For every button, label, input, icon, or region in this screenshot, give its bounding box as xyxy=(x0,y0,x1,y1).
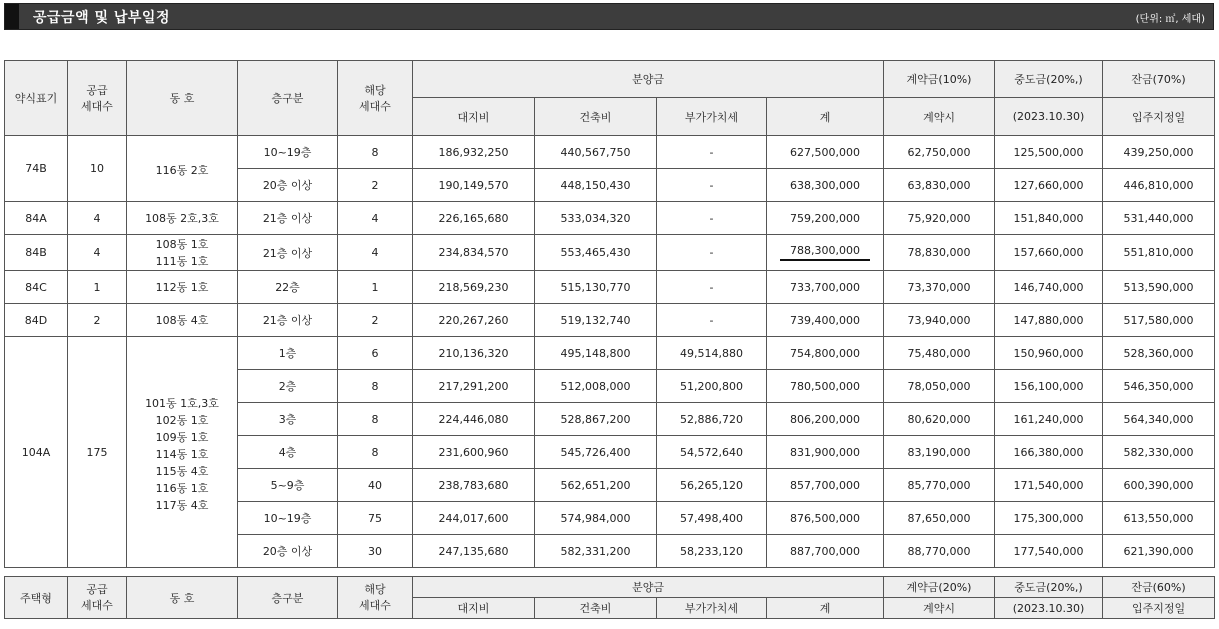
cell-land: 226,165,680 xyxy=(413,202,535,235)
cell-type: 84D xyxy=(5,304,68,337)
cell-supply-units: 175 xyxy=(68,337,127,568)
cell-units: 8 xyxy=(338,436,413,469)
cell-deposit: 85,770,000 xyxy=(884,469,995,502)
header-deposit-timing: 계약시 xyxy=(884,98,995,136)
header-applicable-units: 해당 세대수 xyxy=(338,577,413,619)
header-balance: 잔금(70%) xyxy=(1103,61,1215,98)
header-type: 주택형 xyxy=(5,577,68,619)
price-table xyxy=(4,60,1215,568)
header-dong-ho: 동 호 xyxy=(127,577,238,619)
title-accent xyxy=(5,4,19,29)
header-interim: 중도금(20%,) xyxy=(995,577,1103,598)
table-row xyxy=(5,235,1215,271)
cell-vat: - xyxy=(657,235,767,271)
cell-balance: 613,550,000 xyxy=(1103,502,1215,535)
cell-deposit: 80,620,000 xyxy=(884,403,995,436)
cell-vat: 52,886,720 xyxy=(657,403,767,436)
cell-balance: 564,340,000 xyxy=(1103,403,1215,436)
header-supply-units: 공급 세대수 xyxy=(68,577,127,619)
cell-total: 627,500,000 xyxy=(767,136,884,169)
cell-building: 545,726,400 xyxy=(535,436,657,469)
cell-total: 733,700,000 xyxy=(767,271,884,304)
cell-floor: 3층 xyxy=(238,403,338,436)
header-floor: 층구분 xyxy=(238,577,338,619)
cell-total: 806,200,000 xyxy=(767,403,884,436)
cell-balance: 517,580,000 xyxy=(1103,304,1215,337)
cell-balance: 600,390,000 xyxy=(1103,469,1215,502)
header-applicable-units: 해당 세대수 xyxy=(338,61,413,136)
cell-balance: 531,440,000 xyxy=(1103,202,1215,235)
cell-floor: 20층 이상 xyxy=(238,169,338,202)
header-land: 대지비 xyxy=(413,598,535,619)
cell-land: 231,600,960 xyxy=(413,436,535,469)
header-total: 계 xyxy=(767,598,884,619)
cell-units: 30 xyxy=(338,535,413,568)
cell-land: 218,569,230 xyxy=(413,271,535,304)
cell-building: 562,651,200 xyxy=(535,469,657,502)
header-interim-date: (2023.10.30) xyxy=(995,98,1103,136)
cell-dong-ho: 116동 2호 xyxy=(127,136,238,202)
section-title-bar xyxy=(4,3,1214,30)
cell-land: 210,136,320 xyxy=(413,337,535,370)
cell-floor: 1층 xyxy=(238,337,338,370)
cell-type: 84B xyxy=(5,235,68,271)
header-land: 대지비 xyxy=(413,98,535,136)
cell-units: 8 xyxy=(338,403,413,436)
cell-interim: 151,840,000 xyxy=(995,202,1103,235)
cell-deposit: 88,770,000 xyxy=(884,535,995,568)
header-deposit: 계약금(10%) xyxy=(884,61,995,98)
cell-land: 220,267,260 xyxy=(413,304,535,337)
cell-type: 84A xyxy=(5,202,68,235)
cell-total: 780,500,000 xyxy=(767,370,884,403)
cell-balance: 439,250,000 xyxy=(1103,136,1215,169)
cell-interim: 166,380,000 xyxy=(995,436,1103,469)
header-total: 계 xyxy=(767,98,884,136)
cell-deposit: 73,940,000 xyxy=(884,304,995,337)
cell-interim: 146,740,000 xyxy=(995,271,1103,304)
cell-total: 831,900,000 xyxy=(767,436,884,469)
cell-balance: 551,810,000 xyxy=(1103,235,1215,271)
cell-total: 754,800,000 xyxy=(767,337,884,370)
cell-deposit: 75,920,000 xyxy=(884,202,995,235)
header-deposit: 계약금(20%) xyxy=(884,577,995,598)
cell-interim: 161,240,000 xyxy=(995,403,1103,436)
cell-interim: 157,660,000 xyxy=(995,235,1103,271)
cell-land: 186,932,250 xyxy=(413,136,535,169)
header-interim-date: (2023.10.30) xyxy=(995,598,1103,619)
cell-vat: 51,200,800 xyxy=(657,370,767,403)
header-balance-timing: 입주지정일 xyxy=(1103,98,1215,136)
header-vat: 부가가치세 xyxy=(657,98,767,136)
cell-floor: 5~9층 xyxy=(238,469,338,502)
price-table-2 xyxy=(4,576,1215,619)
cell-vat: 57,498,400 xyxy=(657,502,767,535)
cell-balance: 446,810,000 xyxy=(1103,169,1215,202)
cell-dong-ho: 108동 4호 xyxy=(127,304,238,337)
cell-floor: 20층 이상 xyxy=(238,535,338,568)
cell-building: 528,867,200 xyxy=(535,403,657,436)
cell-building: 440,567,750 xyxy=(535,136,657,169)
header-type: 약식표기 xyxy=(5,61,68,136)
cell-vat: 54,572,640 xyxy=(657,436,767,469)
cell-land: 247,135,680 xyxy=(413,535,535,568)
cell-floor: 21층 이상 xyxy=(238,202,338,235)
cell-supply-units: 1 xyxy=(68,271,127,304)
cell-units: 6 xyxy=(338,337,413,370)
cell-balance: 582,330,000 xyxy=(1103,436,1215,469)
header-sale-price: 분양금 xyxy=(413,61,884,98)
cell-deposit: 73,370,000 xyxy=(884,271,995,304)
cell-land: 234,834,570 xyxy=(413,235,535,271)
cell-supply-units: 4 xyxy=(68,235,127,271)
cell-deposit: 63,830,000 xyxy=(884,169,995,202)
cell-units: 8 xyxy=(338,370,413,403)
cell-units: 1 xyxy=(338,271,413,304)
header-balance-timing: 입주지정일 xyxy=(1103,598,1215,619)
cell-floor: 21층 이상 xyxy=(238,304,338,337)
cell-vat: 56,265,120 xyxy=(657,469,767,502)
cell-vat: - xyxy=(657,304,767,337)
cell-deposit: 83,190,000 xyxy=(884,436,995,469)
cell-interim: 156,100,000 xyxy=(995,370,1103,403)
header-vat: 부가가치세 xyxy=(657,598,767,619)
table-row xyxy=(5,337,1215,370)
table-row xyxy=(5,304,1215,337)
cell-floor: 4층 xyxy=(238,436,338,469)
table-row xyxy=(5,136,1215,169)
cell-total: 876,500,000 xyxy=(767,502,884,535)
cell-deposit: 62,750,000 xyxy=(884,136,995,169)
header-building: 건축비 xyxy=(535,98,657,136)
cell-dong-ho: 108동 2호,3호 xyxy=(127,202,238,235)
cell-balance: 513,590,000 xyxy=(1103,271,1215,304)
cell-balance: 546,350,000 xyxy=(1103,370,1215,403)
cell-units: 40 xyxy=(338,469,413,502)
cell-building: 519,132,740 xyxy=(535,304,657,337)
cell-vat: - xyxy=(657,202,767,235)
table-row xyxy=(5,202,1215,235)
cell-dong-ho: 112동 1호 xyxy=(127,271,238,304)
cell-land: 190,149,570 xyxy=(413,169,535,202)
cell-building: 582,331,200 xyxy=(535,535,657,568)
cell-building: 533,034,320 xyxy=(535,202,657,235)
header-sale-price: 분양금 xyxy=(413,577,884,598)
header-balance: 잔금(60%) xyxy=(1103,577,1215,598)
cell-land: 217,291,200 xyxy=(413,370,535,403)
cell-interim: 125,500,000 xyxy=(995,136,1103,169)
cell-building: 574,984,000 xyxy=(535,502,657,535)
cell-total: 759,200,000 xyxy=(767,202,884,235)
cell-type: 84C xyxy=(5,271,68,304)
cell-dong-ho: 101동 1호,3호 102동 1호 109동 1호 114동 1호 115동 4호 116동 1호 117동 4호 xyxy=(127,337,238,568)
cell-units: 4 xyxy=(338,202,413,235)
cell-building: 515,130,770 xyxy=(535,271,657,304)
cell-units: 8 xyxy=(338,136,413,169)
cell-land: 238,783,680 xyxy=(413,469,535,502)
cell-total: 857,700,000 xyxy=(767,469,884,502)
unit-note: (단위: ㎡, 세대) xyxy=(1135,14,1205,25)
cell-interim: 147,880,000 xyxy=(995,304,1103,337)
cell-units: 2 xyxy=(338,304,413,337)
cell-type: 104A xyxy=(5,337,68,568)
cell-interim: 177,540,000 xyxy=(995,535,1103,568)
header-floor: 층구분 xyxy=(238,61,338,136)
cell-balance: 528,360,000 xyxy=(1103,337,1215,370)
cell-vat: - xyxy=(657,271,767,304)
cell-floor: 21층 이상 xyxy=(238,235,338,271)
cell-supply-units: 2 xyxy=(68,304,127,337)
cell-vat: 58,233,120 xyxy=(657,535,767,568)
cell-land: 224,446,080 xyxy=(413,403,535,436)
table-row xyxy=(5,271,1215,304)
cell-supply-units: 4 xyxy=(68,202,127,235)
header-deposit-timing: 계약시 xyxy=(884,598,995,619)
cell-deposit: 75,480,000 xyxy=(884,337,995,370)
cell-vat: - xyxy=(657,169,767,202)
cell-building: 512,008,000 xyxy=(535,370,657,403)
cell-type: 74B xyxy=(5,136,68,202)
cell-floor: 10~19층 xyxy=(238,136,338,169)
cell-vat: - xyxy=(657,136,767,169)
cell-building: 495,148,800 xyxy=(535,337,657,370)
cell-interim: 175,300,000 xyxy=(995,502,1103,535)
cell-total xyxy=(767,235,884,271)
cell-floor: 22층 xyxy=(238,271,338,304)
header-interim: 중도금(20%,) xyxy=(995,61,1103,98)
cell-units: 75 xyxy=(338,502,413,535)
cell-deposit: 87,650,000 xyxy=(884,502,995,535)
header-dong-ho: 동 호 xyxy=(127,61,238,136)
cell-interim: 150,960,000 xyxy=(995,337,1103,370)
cell-supply-units: 10 xyxy=(68,136,127,202)
header-building: 건축비 xyxy=(535,598,657,619)
cell-vat: 49,514,880 xyxy=(657,337,767,370)
cell-interim: 127,660,000 xyxy=(995,169,1103,202)
cell-deposit: 78,050,000 xyxy=(884,370,995,403)
cell-dong-ho: 108동 1호 111동 1호 xyxy=(127,235,238,271)
header-supply-units: 공급 세대수 xyxy=(68,61,127,136)
cell-balance: 621,390,000 xyxy=(1103,535,1215,568)
cell-interim: 171,540,000 xyxy=(995,469,1103,502)
cell-units: 2 xyxy=(338,169,413,202)
cell-building: 448,150,430 xyxy=(535,169,657,202)
cell-floor: 2층 xyxy=(238,370,338,403)
cell-building: 553,465,430 xyxy=(535,235,657,271)
cell-deposit: 78,830,000 xyxy=(884,235,995,271)
cell-floor: 10~19층 xyxy=(238,502,338,535)
cell-total: 739,400,000 xyxy=(767,304,884,337)
cell-units: 4 xyxy=(338,235,413,271)
cell-total: 638,300,000 xyxy=(767,169,884,202)
underlined-total: 788,300,000 xyxy=(780,244,870,261)
cell-total: 887,700,000 xyxy=(767,535,884,568)
cell-land: 244,017,600 xyxy=(413,502,535,535)
section-title: 공급금액 및 납부일정 xyxy=(33,10,170,26)
